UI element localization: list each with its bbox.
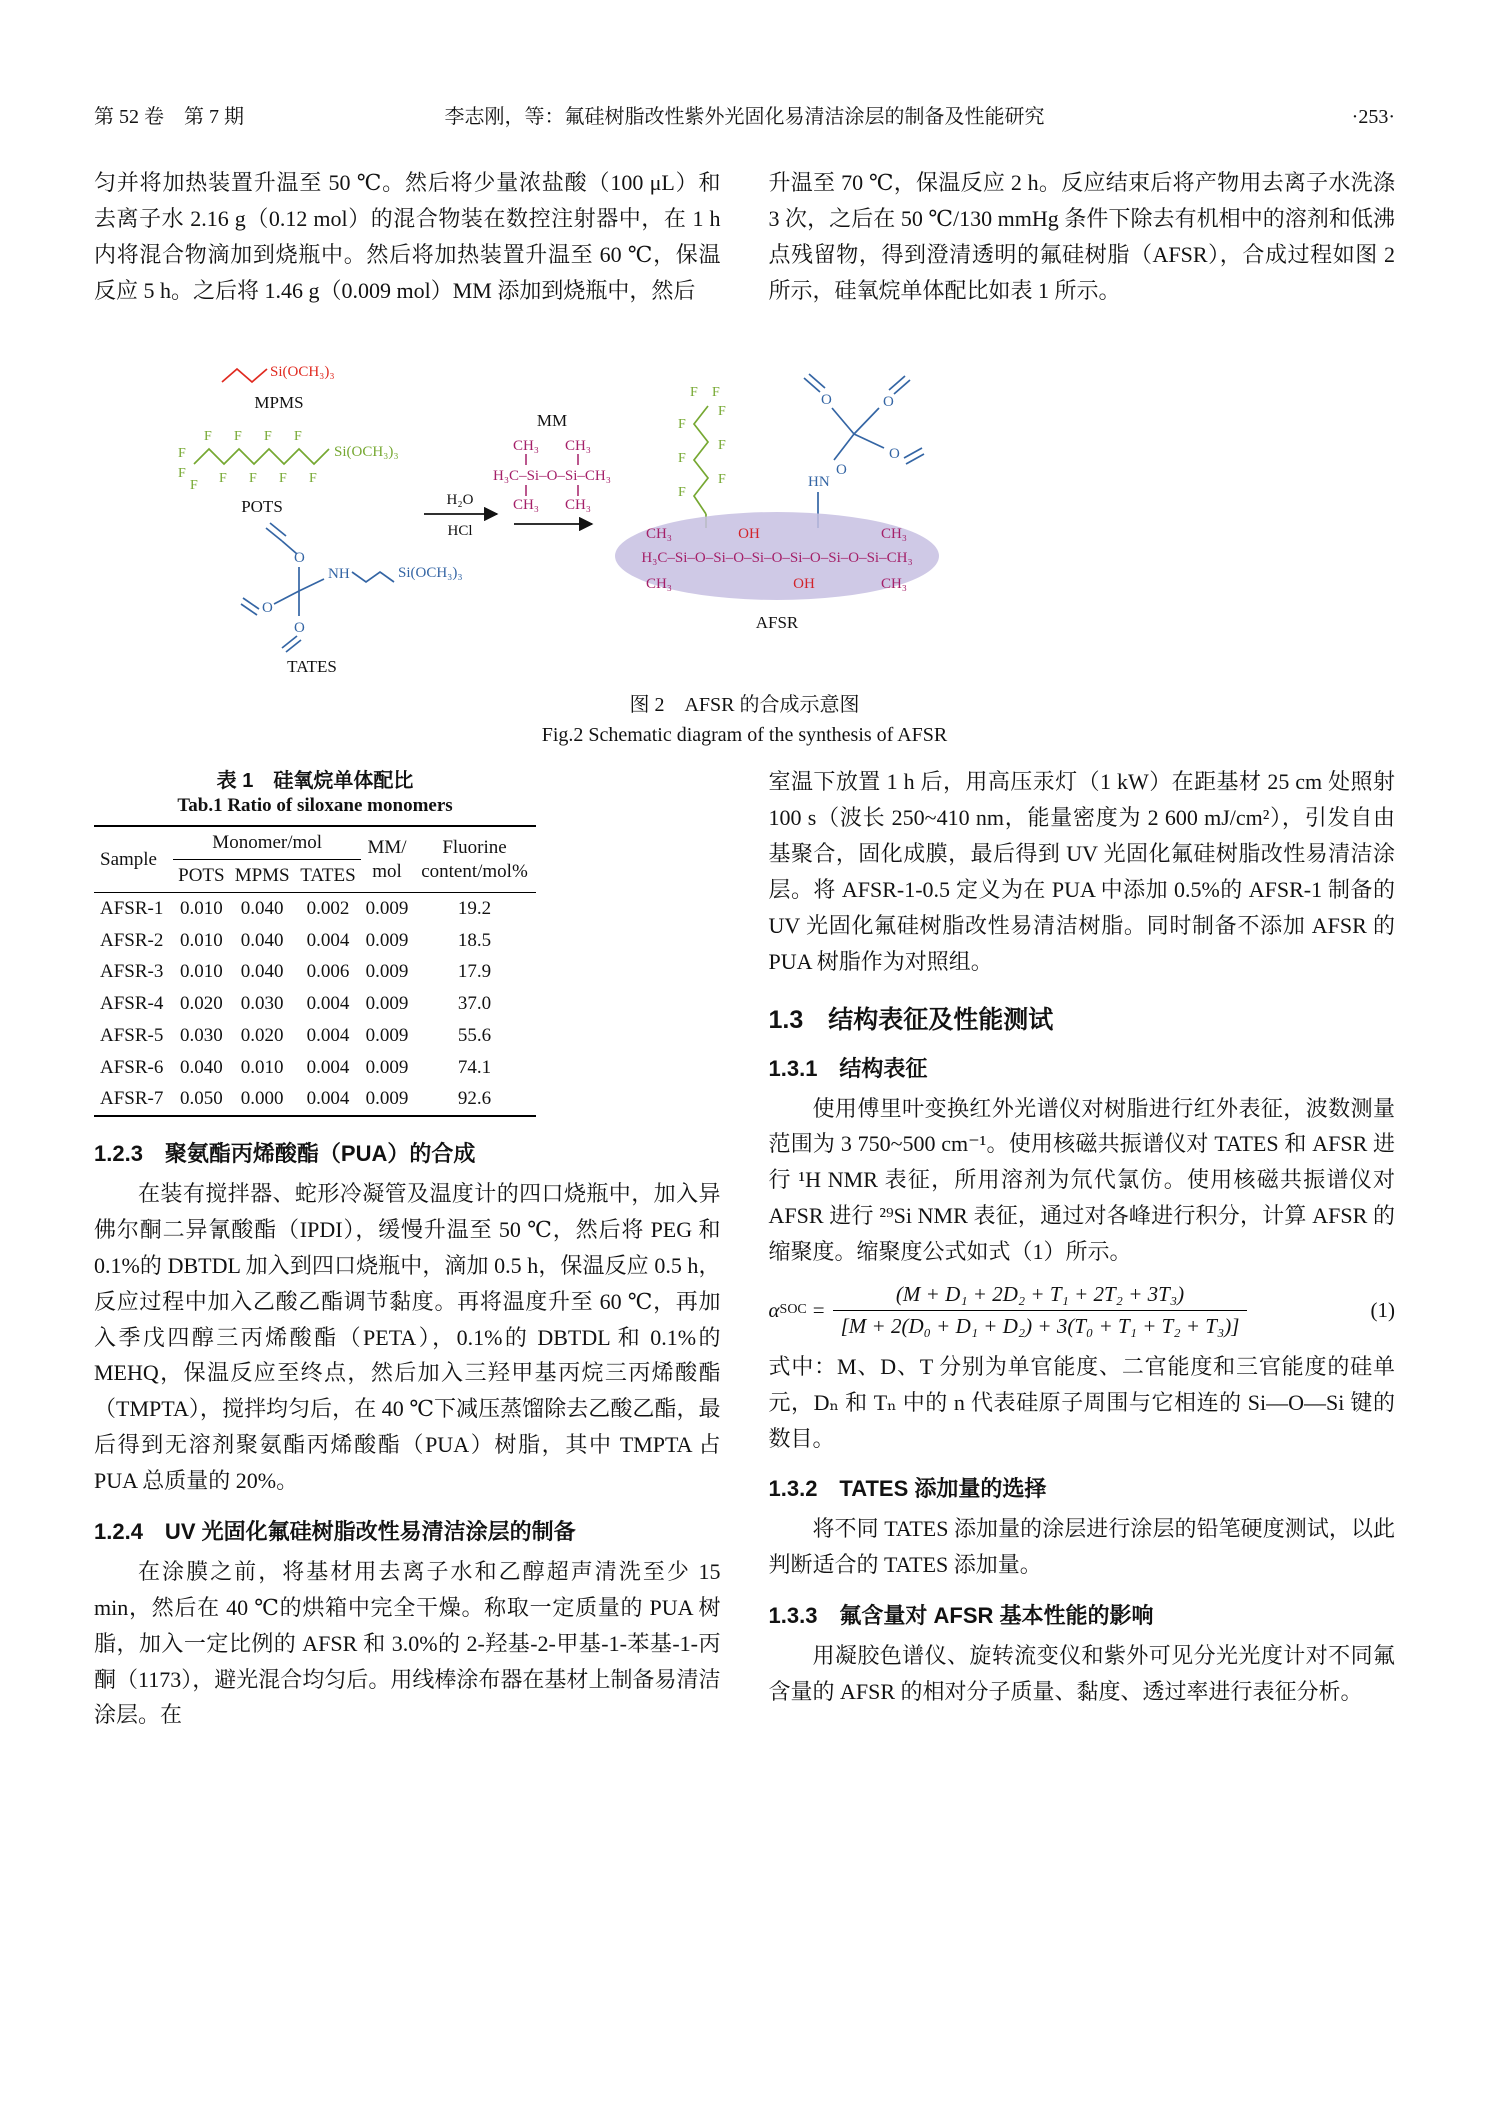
fluorine-atom-label: F [678, 451, 686, 467]
post-figure-paragraph: 室温下放置 1 h 后，用高压汞灯（1 kW）在距基材 25 cm 处照射 100 s（波长 250~410 nm，能量密度为 2 600 mJ/cm²），引发自由基聚合，固化成膜，最后得到 UV 光固化氟硅树脂改性易清洁涂层。将 AFSR-1-0.5 定义为在 PUA 中添加 0.5%的 AFSR-1 制备的 UV 光固化氟硅树脂改性易清洁树脂。同时制备不添加 AFSR 的 PUA 树脂作为对照组。 [768, 769, 1395, 974]
oxygen-label: O [889, 446, 900, 463]
col-header-monomer: Monomer/mol [173, 826, 361, 859]
section-1-3-1-paragraph: 使用傅里叶变换红外光谱仪对树脂进行红外表征，波数测量范围为 3 750~500 cm⁻¹。使用核磁共振谱仪对 TATES 和 AFSR 进行 ¹H NMR 表征，所用溶剂为氘代氯仿。使用核磁共振谱仪对 AFSR 进行 ²⁹Si NMR 表征，通过对各峰进行积分，计算 AFSR 的缩聚度。缩聚度公式如式（1）所示。 [768, 1095, 1395, 1265]
hydroxyl-label: OH [738, 526, 760, 543]
afsr-product [615, 374, 939, 632]
figure-caption-cn: 图 2 AFSR 的合成示意图 [629, 694, 860, 717]
methyl-label: CH₃ [880, 576, 908, 593]
top-two-columns [94, 165, 1395, 310]
afsr-label: AFSR [755, 613, 799, 633]
section-1-2-4-heading: 1.2.4 UV 光固化氟硅树脂改性易清洁涂层的制备 [94, 1518, 576, 1544]
table-row: AFSR-2 0.010 0.040 0.004 0.009 18.5 [100, 929, 492, 951]
methyl-label: CH₃ [645, 526, 673, 543]
fluorine-atom-label: F [249, 471, 257, 487]
fluorine-atom-label: F [204, 429, 212, 445]
col-header-pots: POTS [173, 860, 229, 893]
col-header-mm: MM/ mol [361, 826, 413, 892]
col-header-tates: TATES [295, 860, 361, 893]
mm-structure [493, 411, 611, 524]
main-two-columns [94, 764, 1395, 1735]
page-number: ·253· [1351, 106, 1395, 128]
alpha-symbol: α [768, 1297, 780, 1322]
methyl-label: CH₃ [564, 497, 592, 514]
fluorine-atom-label: F [718, 404, 726, 420]
section-1-3-heading: 1.3 结构表征及性能测试 [768, 1005, 1054, 1034]
section-1-3-3-paragraph: 用凝胶色谱仪、旋转流变仪和紫外可见分光光度计对不同氟含量的 AFSR 的相对分子质量、黏度、透过率进行表征分析。 [768, 1643, 1395, 1705]
oxygen-label: O [262, 600, 273, 617]
table-row: AFSR-1 0.010 0.040 0.002 0.009 19.2 [100, 897, 492, 919]
pots-label: POTS [241, 497, 283, 517]
section-1-2-3-heading: 1.2.3 聚氨酯丙烯酸酯（PUA）的合成 [94, 1141, 476, 1167]
section-1-3-2-paragraph: 将不同 TATES 添加量的涂层进行涂层的铅笔硬度测试，以此判断适合的 TATES 添加量。 [768, 1516, 1395, 1578]
equation-explanation-paragraph: 式中：M、D、T 分别为单官能度、二官能度和三官能度的硅单元，Dₙ 和 Tₙ 中的 n 代表硅原子周围与它相连的 Si—O—Si 键的数目。 [768, 1353, 1395, 1451]
tates-label: TATES [287, 657, 337, 677]
mpms-label: MPMS [254, 393, 304, 413]
col-header-mpms: MPMS [229, 860, 295, 893]
fluorine-atom-label: F [219, 471, 227, 487]
fluorine-atom-label: F [178, 466, 186, 482]
methyl-label: CH₃ [880, 526, 908, 543]
equation-1 [769, 1282, 1396, 1339]
amide-label: HN [808, 474, 830, 491]
intro-paragraph-right: 升温至 70 ℃，保温反应 2 h。反应结束后将产物用去离子水洗涤 3 次，之后在 50 ℃/130 mmHg 条件下除去有机相中的溶剂和低沸点残留物，得到澄清透明的氟硅树脂（AFSR），合成过程如图 2 所示，硅氧烷单体配比如表 1 所示。 [768, 170, 1395, 303]
equation-fraction [833, 1282, 1248, 1339]
scheme-svg [94, 336, 1393, 681]
fluorine-atom-label: F [678, 417, 686, 433]
fluorine-atom-label: F [712, 385, 720, 401]
table-row: AFSR-5 0.030 0.020 0.004 0.009 55.6 [100, 1024, 492, 1046]
volume-issue: 第 52 卷 第 7 期 [94, 106, 244, 128]
fluorine-atom-label: F [718, 438, 726, 454]
table-row: AFSR-7 0.050 0.000 0.004 0.009 92.6 [100, 1088, 492, 1110]
oxygen-label: O [883, 394, 894, 411]
synthesis-scheme [94, 336, 1395, 686]
fluorine-atom-label: F [234, 429, 242, 445]
fluorine-atom-label: F [718, 472, 726, 488]
figure-caption-en: Fig.2 Schematic diagram of the synthesis of AFSR [541, 724, 948, 747]
section-1-3-2-heading: 1.3.2 TATES 添加量的选择 [768, 1476, 1047, 1502]
mm-label: MM [536, 411, 568, 431]
fluorine-atom-label: F [294, 429, 302, 445]
equals-sign: = [812, 1297, 825, 1322]
alpha-subscript: SOC [779, 1302, 807, 1318]
oxygen-label: O [294, 620, 305, 637]
water-label: H₂O [446, 492, 474, 509]
page-header [94, 100, 1395, 129]
methyl-label: CH₃ [645, 576, 673, 593]
pots-structure [178, 429, 399, 516]
fluorine-atom-label: F [309, 471, 317, 487]
hydroxyl-label: OH [793, 576, 815, 593]
siloxane-backbone-label: H₃C–Si–O–Si–O–Si–O–Si–O–Si–O–Si–CH₃ [641, 550, 913, 567]
fluorine-atom-label: F [678, 485, 686, 501]
col-header-sample: Sample [94, 826, 173, 892]
section-1-3-3-heading: 1.3.3 氟含量对 AFSR 基本性能的影响 [768, 1603, 1154, 1629]
equation-number: (1) [1370, 1297, 1395, 1322]
table-row: AFSR-3 0.010 0.040 0.006 0.009 17.9 [100, 961, 492, 983]
table-row: AFSR-6 0.040 0.010 0.004 0.009 74.1 [100, 1056, 492, 1078]
running-title: 李志刚，等：氟硅树脂改性紫外光固化易清洁涂层的制备及性能研究 [444, 106, 1045, 128]
oxygen-label: O [821, 392, 832, 409]
figure-2 [94, 336, 1395, 750]
tates-structure [241, 523, 463, 676]
mpms-silane-label: Si(OCH₃)₃ [270, 364, 335, 381]
mpms-structure [222, 364, 335, 412]
methyl-label: CH₃ [564, 438, 592, 455]
table-title-cn: 表 1 硅氧烷单体配比 [216, 770, 414, 793]
fluorine-atom-label: F [264, 429, 272, 445]
equation-denominator: [M + 2(D₀ + D₁ + D₂) + 3(T₀ + T₁ + T₂ + T₃)] [833, 1310, 1248, 1339]
table-row: AFSR-4 0.020 0.030 0.004 0.009 37.0 [100, 993, 492, 1015]
reaction-arrow-1 [424, 492, 497, 539]
col-header-fluorine: Fluorine content/mol% [413, 826, 536, 892]
pots-silane-label: Si(OCH₃)₃ [334, 444, 399, 461]
table-1-block [94, 764, 536, 1117]
oxygen-label: O [836, 462, 847, 479]
methyl-label: CH₃ [512, 497, 540, 514]
amine-label: NH [328, 566, 350, 583]
siloxane-ratio-table [94, 825, 536, 1117]
mm-backbone-label: H₃C–Si–O–Si–CH₃ [493, 468, 611, 485]
methyl-label: CH₃ [512, 438, 540, 455]
fluorine-atom-label: F [690, 385, 698, 401]
section-1-3-1-heading: 1.3.1 结构表征 [768, 1055, 928, 1081]
equation-numerator: (M + D₁ + 2D₂ + T₁ + 2T₂ + 3T₃) [895, 1281, 1185, 1306]
hcl-label: HCl [447, 523, 473, 540]
section-1-2-4-paragraph: 在涂膜之前，将基材用去离子水和乙醇超声清洗至少 15 min，然后在 40 ℃的烘箱中完全干燥。称取一定质量的 PUA 树脂，加入一定比例的 AFSR 和 3.0%的 2-羟基-2-甲基-1-苯基-1-丙酮（1173），避光混合均匀后。用线棒涂布器在基材上制备易清洁涂层。在 [94, 1558, 721, 1728]
oxygen-label: O [294, 550, 305, 567]
table-title-en: Tab.1 Ratio of siloxane monomers [177, 795, 453, 817]
tates-silane-label: Si(OCH₃)₃ [398, 565, 463, 582]
fluorine-atom-label: F [178, 446, 186, 462]
fluorine-atom-label: F [279, 471, 287, 487]
fluorine-atom-label: F [190, 478, 198, 494]
section-1-2-3-paragraph: 在装有搅拌器、蛇形冷凝管及温度计的四口烧瓶中，加入异佛尔酮二异氰酸酯（IPDI），缓慢升温至 50 ℃，然后将 PEG 和 0.1%的 DBTDL 加入到四口烧瓶中，滴加 0.5 h，保温反应 0.5 h，反应过程中加入乙酸乙酯调节黏度。再将温度升至 60 ℃，再加入季戊四醇三丙烯酸酯（PETA），0.1%的 DBTDL 和 0.1%的 MEHQ，保温反应至终点，然后加入三羟甲基丙烷三丙烯酸酯（TMPTA），搅拌均匀后，在 40 ℃下减压蒸馏除去乙酸乙酯，最后得到无溶剂聚氨酯丙烯酸酯（PUA）树脂，其中 TMPTA 占 PUA 总质量的 20%。 [94, 1181, 721, 1494]
intro-paragraph-left: 匀并将加热装置升温至 50 ℃。然后将少量浓盐酸（100 μL）和去离子水 2.16 g（0.12 mol）的混合物装在数控注射器中，在 1 h 内将混合物滴加到烧瓶中。然后将加热装置升温至 60 ℃，保温反应 5 h。之后将 1.46 g（0.009 mol）MM 添加到烧瓶中，然后 [94, 170, 721, 303]
